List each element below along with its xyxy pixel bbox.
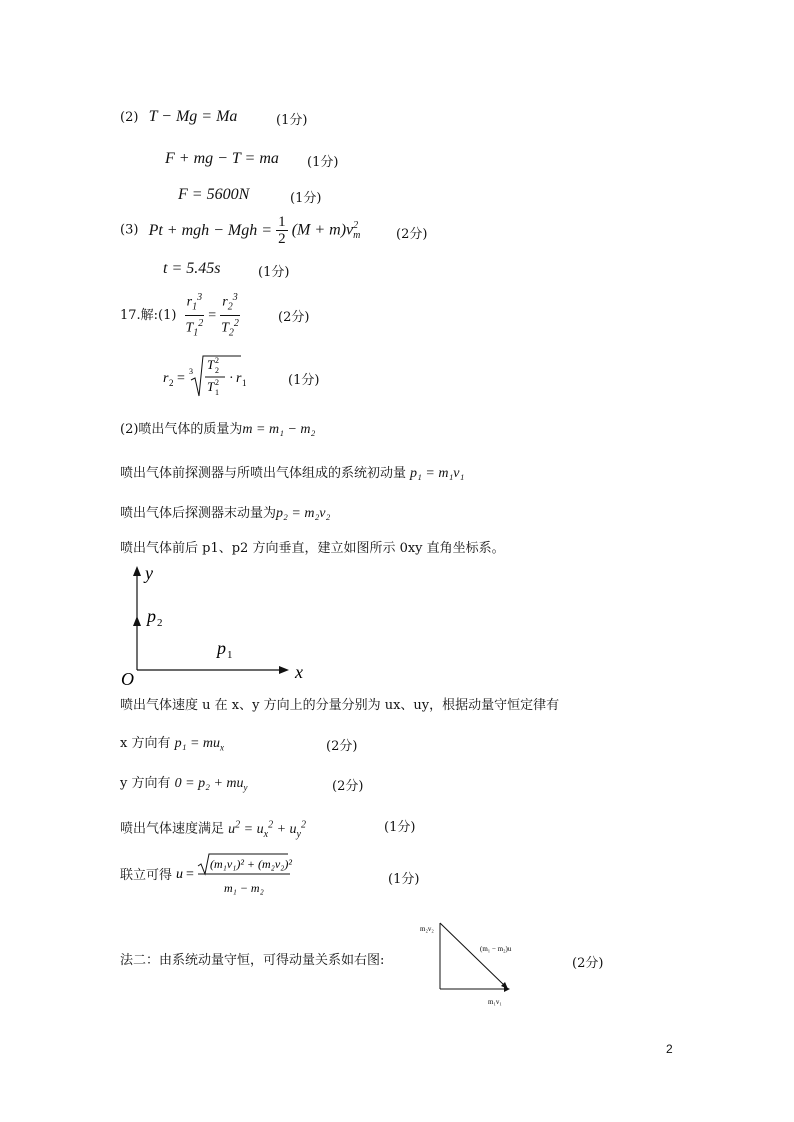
x-label: x [295, 662, 303, 682]
eq-line-2 [165, 150, 279, 169]
p2-subscript: 2 [157, 617, 163, 629]
points: (2分) [396, 227, 428, 242]
fraction-r2-T2: $\frac{r_2^3}{T_2^2}$ [221, 292, 239, 339]
text: y 方向有 [120, 776, 171, 791]
svg-text:2: 2 [215, 356, 219, 365]
equation: t = 5.45s [163, 260, 221, 277]
equation: p₂ = m₂v₂ [276, 506, 331, 521]
y-label: y [145, 563, 153, 583]
text: 喷出气体速度满足 [120, 821, 225, 837]
m1-m2-u-label: (m₁ − m₂)u [480, 945, 512, 953]
m1v1-label: m₁v₁ [488, 998, 502, 1006]
equation: F + mg − T = ma [165, 150, 279, 167]
r2-formula [163, 352, 273, 402]
paragraph-final-momentum [120, 505, 330, 523]
momentum-triangle-diagram [418, 915, 538, 1011]
page-number: 2 [666, 1042, 673, 1056]
points: (1分) [290, 191, 322, 206]
paragraph-speed [120, 816, 306, 843]
paragraph-velocity-components [120, 697, 559, 715]
points: (1分) [288, 373, 320, 388]
equation: p₁ = m₁v₁ [410, 466, 465, 481]
points: (1分) [388, 872, 420, 887]
text: 喷出气体速度 u 在 x、y 方向上的分量分别为 ux、uy，根据动量守恒定律有 [120, 698, 560, 713]
eq-line-1 [120, 108, 237, 127]
svg-text:·: · [229, 371, 234, 386]
triangle-hypotenuse [440, 923, 506, 987]
text: (2)喷出气体的质量为 [120, 422, 243, 437]
p2-arrow-icon [133, 616, 141, 626]
fraction-r1-T1: $\frac{r_1^3}{T_1^2}$ [185, 292, 204, 339]
equation-speed: $u^2 = u_x^2 + u_y^2$ [228, 819, 306, 840]
eq-line-5 [163, 260, 220, 279]
paragraph-perpendicular [120, 540, 505, 558]
equation: m = m₁ − m₂ [242, 422, 316, 437]
paragraph-x-direction: x 方向有 $p_1 = mu_x$ [120, 736, 225, 753]
svg-text:m₁ − m₂: m₁ − m₂ [224, 881, 264, 895]
p1-subscript: 1 [227, 649, 233, 661]
paragraph-y-direction: y 方向有 $0 = p_2 + mu_y$ [120, 776, 248, 793]
x-arrow-icon [279, 666, 289, 674]
text: x 方向有 [120, 736, 171, 751]
text: 喷出气体前探测器与所喷出气体组成的系统初动量 [120, 466, 407, 481]
equation-left: Pt + mgh − Mgh = [148, 221, 277, 239]
points: (2分) [278, 310, 310, 325]
text: 法二：由系统动量守恒，可得动量关系如右图: [120, 953, 385, 968]
result-formula [176, 852, 296, 900]
text: 喷出气体后探测器末动量为 [120, 506, 277, 521]
m2v2-label: m₂v₂ [420, 925, 434, 933]
equation: p₁ = mu [174, 736, 221, 751]
paragraph-initial-momentum [120, 465, 464, 483]
points: (1分) [258, 265, 290, 280]
points: (2分) [572, 956, 604, 971]
svg-text:r: r [163, 371, 169, 386]
part-label: (2) [120, 110, 139, 125]
fraction-numerator: 1 [278, 214, 286, 230]
svg-text:3: 3 [189, 367, 193, 376]
svg-text:=: = [186, 867, 195, 882]
text: 喷出气体前后 p1、p2 方向垂直，建立如图所示 0xy 直角坐标系。 [120, 541, 505, 556]
part-label: (3) [120, 222, 139, 238]
svg-text:T: T [207, 379, 215, 394]
svg-text:u: u [176, 867, 184, 882]
points: (1分) [276, 113, 308, 128]
eq-line-3 [178, 186, 249, 205]
r2-line [163, 352, 273, 402]
svg-text:(m₁v₁)² + (m₂v₂)²: (m₁v₁)² + (m₂v₂)² [210, 857, 293, 871]
svg-text:2: 2 [169, 378, 174, 388]
vm-scripts: 2 m [353, 219, 361, 241]
svg-text:r: r [236, 371, 242, 386]
equation: 0 = p₂ + mu [174, 776, 244, 791]
points: (2分) [326, 739, 358, 754]
eq-line-4 [120, 214, 360, 250]
fraction-half [276, 214, 288, 247]
y-arrow-icon [133, 566, 141, 576]
coordinate-diagram [115, 560, 315, 690]
equation: F = 5600N [178, 186, 250, 203]
paragraph-result [120, 852, 296, 900]
svg-text:1: 1 [215, 388, 219, 397]
origin-label: O [121, 669, 134, 689]
points: (1分) [307, 155, 339, 170]
svg-text:2: 2 [215, 366, 219, 375]
equation-right: (M + m)v [291, 221, 354, 239]
svg-text:1: 1 [242, 378, 247, 388]
p1-label: p [217, 638, 226, 658]
svg-text:T: T [207, 357, 215, 372]
question-label: 17.解:(1) [120, 307, 177, 323]
points: (2分) [332, 779, 364, 794]
text: 联立可得 [120, 868, 173, 883]
svg-text:2: 2 [215, 378, 219, 387]
paragraph-mass [120, 421, 315, 439]
svg-text:=: = [177, 371, 185, 386]
fraction-denominator: 2 [278, 231, 286, 247]
equation: T − Mg = Ma [148, 108, 238, 125]
paragraph-method-two [120, 952, 384, 970]
p2-label: p [147, 606, 156, 626]
q17-line: 17.解:(1) $\frac{r_1^3}{T_1^2}$ = $\frac{r_2^3}{T_2^2}$ [120, 290, 240, 336]
points: (1分) [384, 820, 416, 835]
